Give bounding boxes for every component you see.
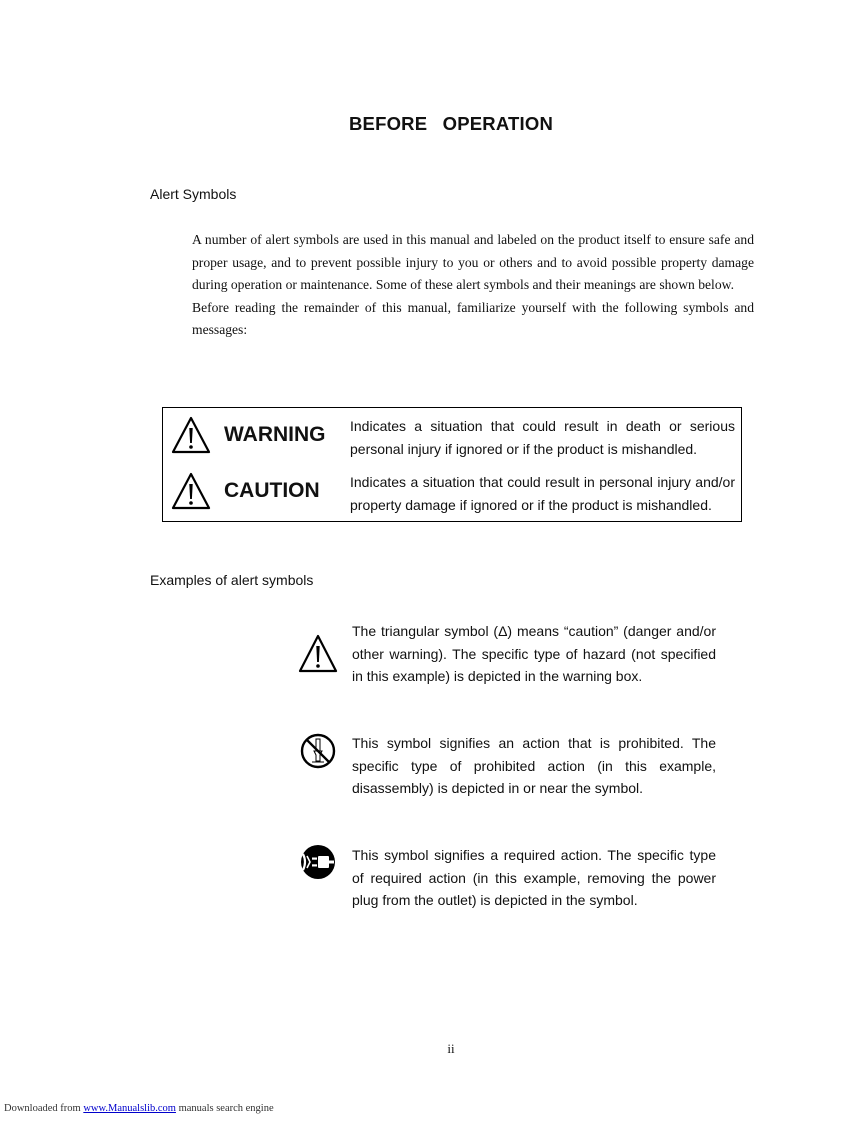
page-number: ii xyxy=(447,1041,455,1056)
caution-label: CAUTION xyxy=(224,479,320,502)
alert-symbols-heading: Alert Symbols xyxy=(150,186,237,202)
warning-description: Indicates a situation that could result in death or serious personal injury if ignored or if the product is mishandled. xyxy=(350,418,735,457)
alert-symbols-intro xyxy=(192,229,754,342)
warning-triangle-icon xyxy=(171,416,211,454)
manualslib-link[interactable]: www.Manualslib.com xyxy=(83,1103,176,1114)
footer-prefix: Downloaded from xyxy=(4,1103,84,1114)
warning-label: WARNING xyxy=(224,423,326,446)
footer-suffix: manuals search engine xyxy=(175,1103,274,1114)
caution-description: Indicates a situation that could result in personal injury and/or property damage if ignored or if the product is mishandled. xyxy=(350,474,735,513)
caution-row xyxy=(163,464,741,520)
intro-paragraph-1: A number of alert symbols are used in this manual and labeled on the product itself to ensure safe and proper usage, and to prevent possible injury to you or others and to avoid possible property damage during operation or maintenance. Some of these alert symbols and their meanings are shown below. xyxy=(192,232,754,293)
prohibited-disassembly-icon xyxy=(298,731,338,771)
caution-triangle-icon xyxy=(171,472,211,510)
examples-heading: Examples of alert symbols xyxy=(150,572,314,588)
intro-paragraph-2: Before reading the remainder of this manual, familiarize yourself with the following symbols and messages: xyxy=(192,299,754,338)
page-title: BEFORE OPERATION xyxy=(348,113,554,134)
download-footer xyxy=(4,1103,274,1114)
example-prohibited-text: This symbol signifies an action that is prohibited. The specific type of prohibited action (in this example, disassembly) is depicted in or near the symbol. xyxy=(352,735,716,797)
warning-row xyxy=(163,408,741,464)
example-required-text: This symbol signifies a required action. The specific type of required action (in this example, removing the power plug from the outlet) is depicted in the symbol. xyxy=(352,847,716,909)
caution-triangle-icon xyxy=(298,634,338,674)
alert-definitions-box xyxy=(162,407,742,522)
unplug-power-icon xyxy=(298,842,338,882)
example-caution-text: The triangular symbol (Δ) means “caution” (danger and/or other warning). The specific type of hazard (not specified in this example) is depicted in the warning box. xyxy=(352,623,716,685)
